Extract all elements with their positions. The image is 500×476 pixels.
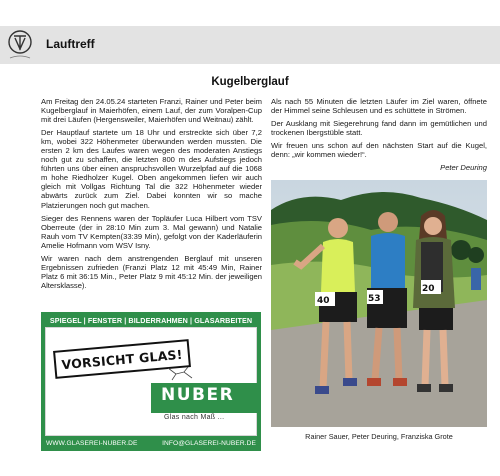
photo-caption: Rainer Sauer, Peter Deuring, Franziska Grote	[305, 432, 453, 441]
club-logo	[5, 27, 35, 61]
runners-photo	[271, 180, 487, 427]
brand-box	[151, 383, 257, 413]
ad-city: 88131 LINDAU	[130, 429, 176, 436]
section-title: Lauftreff	[46, 37, 95, 51]
advertisement[interactable]	[41, 312, 261, 451]
paragraph: Am Freitag den 24.05.24 starteten Franzi, Rainer und Peter beim Kugelberglauf in Maierhöfen, einem Lauf, der zum Voralpen-Cup mit drei Läufen (Hergensweiler, Maierhöfen und Weitnau) zählt.	[41, 97, 262, 125]
brand-slogan: Glas nach Maß ...	[164, 414, 225, 421]
ad-panel	[45, 327, 257, 436]
author: Peter Deuring	[440, 163, 487, 173]
ad-website-link[interactable]: WWW.GLASEREI-NUBER.DE	[46, 440, 138, 447]
bib-number: 40	[317, 296, 330, 306]
paragraph: Als nach 55 Minuten die letzten Läufer im Ziel waren, öffnete der Himmel seine Schleusen und es schüttete in Strömen.	[271, 97, 487, 116]
paragraph: Wir waren nach dem anstrengenden Berglauf mit unseren Ergebnissen zufrieden (Franzi Platz 12 mit 45:49 Min, Rainer Platz 6 mit 36:15 Min., Peter Platz 9 mit 45:12 Min. der jeweiligen Altersklasse).	[41, 253, 262, 290]
paragraph: Der Ausklang mit Siegerehrung fand dann im gemütlichen und trockenen Ibergstüble statt.	[271, 119, 487, 138]
paragraph: Sieger des Rennens waren der Topläufer Luca Hilbert vom TSV Oberreute (der in 28:10 Min zum 3. Mal gewann) und Natalie Rauh vom TV Kempten(33:39 Min), gefolgt von der Kaderläuferin Amelie Hofmann vom WSV Isny.	[41, 213, 262, 250]
paragraph: Der Hauptlauf startete um 18 Uhr und erstreckte sich über 7,2 km, wobei 322 Höhenmeter überwunden werden mussten. Die ersten 2 km des Laufes waren wegen des moderaten Anstiegs noch gut zu schaffen, die letzten 800 m des Aufstiegs jedoch führten uns über einen anspruchsvollen Wurzelpfad auf die 1068 m hohe Riedholzer Kugel. Oben angekommen liefen wir auch gleich mit Vollgas Richtung Tal die 322 Höhenmeter wieder abwärts zurück zum Ziel. Dabei konnten wir so mache Platzierungen noch gut machen.	[41, 128, 262, 210]
ad-address-row	[46, 429, 256, 436]
bib-number: 20	[422, 284, 435, 294]
ad-contact-row	[46, 440, 256, 447]
brand-name: NUBER	[161, 385, 235, 405]
article-left-column	[41, 97, 262, 294]
ad-phone: TEL: 08382/7190	[203, 429, 256, 436]
paragraph: Wir freuen uns schon auf den nächsten Start auf die Kugel, denn: „wir kommen wieder!“.	[271, 141, 487, 160]
ad-street: HEURIEDWEG 69	[46, 429, 102, 436]
article-right-column	[271, 97, 487, 176]
warning-text: VORSICHT GLAS!	[60, 346, 184, 372]
article-title: Kugelberglauf	[211, 76, 289, 88]
bib-number: 53	[368, 294, 381, 304]
ad-services: SPIEGEL | FENSTER | BILDERRAHMEN | GLASARBEITEN	[49, 316, 253, 325]
ad-email-link[interactable]: INFO@GLASEREI-NUBER.DE	[162, 440, 256, 447]
